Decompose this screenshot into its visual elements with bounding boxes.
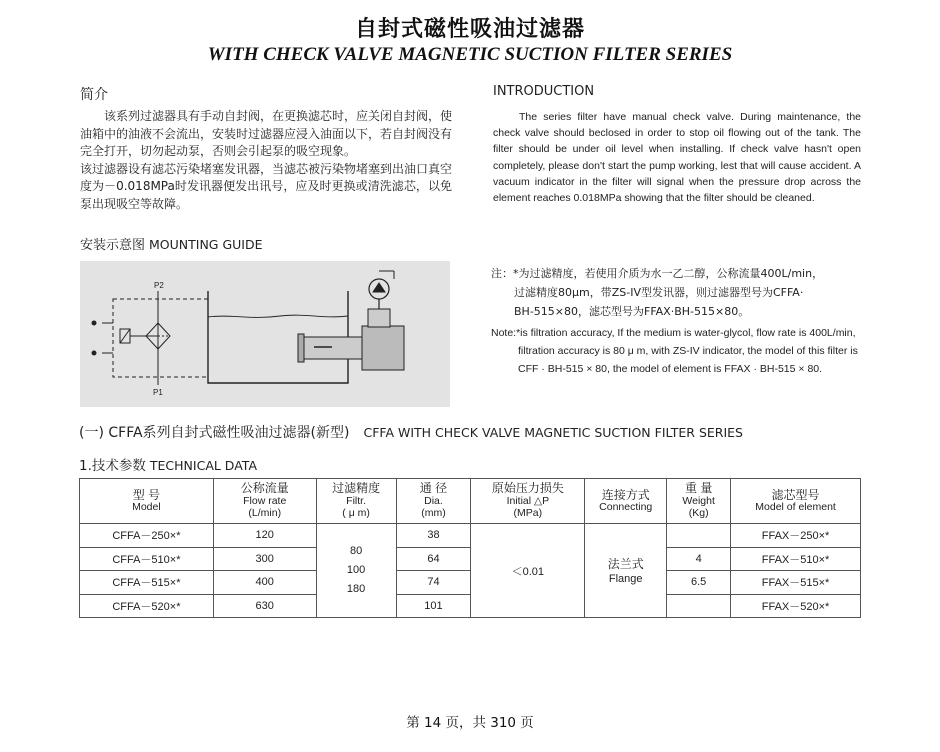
cell-diameter: 74	[396, 571, 471, 595]
intro-heading-cn: 简介	[80, 87, 108, 103]
header-filtration: 过滤精度 Filtr. ( μ m)	[316, 479, 396, 524]
page-subtitle: WITH CHECK VALVE MAGNETIC SUCTION FILTER SERIES	[207, 44, 733, 65]
cell-pressure-loss: ＜0.01	[471, 524, 585, 618]
cell-connecting: 法兰式 Flange	[585, 524, 667, 618]
mounting-heading-en: MOUNTING GUIDE	[149, 237, 263, 252]
cell-element: FFAX－510×*	[731, 547, 861, 571]
intro-heading-en: INTRODUCTION	[493, 84, 595, 99]
table-row	[80, 594, 861, 618]
note-line: 过滤精度80μm，带ZS-IV型发讯器，则过滤器型号为CFFA·	[514, 286, 804, 299]
cell-flow: 630	[213, 594, 316, 618]
cell-weight: 6.5	[667, 571, 731, 595]
header-pressure-loss: 原始压力损失 Initial △P (MPa)	[471, 479, 585, 524]
header-flow-rate: 公称流量 Flow rate (L/min)	[213, 479, 316, 524]
note-en	[491, 324, 871, 378]
note-line: filtration accuracy is 80 μ m, with ZS-IV indicator, the model of this filter is	[518, 345, 858, 357]
cell-model: CFFA－250×*	[80, 524, 214, 548]
intro-paragraph: 该系列过滤器具有手动自封阀，在更换滤芯时，应关闭自封阀，使油箱中的油液不会流出，安装时过滤器应浸入油面以下，若自封阀没有完全打开，切勿起动泵，否则会引起泵的吸空现象。	[80, 109, 453, 159]
cell-model: CFFA－515×*	[80, 571, 214, 595]
cell-element: FFAX－515×*	[731, 571, 861, 595]
mounting-heading-cn: 安装示意图	[80, 238, 146, 253]
cell-flow: 400	[213, 571, 316, 595]
cell-model: CFFA－510×*	[80, 547, 214, 571]
cell-weight: 4	[667, 547, 731, 571]
cell-element: FFAX－520×*	[731, 594, 861, 618]
header-diameter: 通 径 Dia. (mm)	[396, 479, 471, 524]
technical-data-heading	[79, 454, 257, 474]
hydraulic-symbol	[92, 291, 208, 385]
series-heading	[79, 422, 743, 442]
technical-data-heading-en: TECHNICAL DATA	[149, 458, 258, 473]
note-line: BH-515×80，滤芯型号为FFAX·BH-515×80。	[514, 305, 750, 318]
port-p1-label: P1	[153, 388, 163, 397]
mounting-diagram-svg	[80, 261, 450, 407]
cell-diameter: 38	[396, 524, 471, 548]
header-element-model: 滤芯型号 Model of element	[731, 479, 861, 524]
header-model: 型 号 Model	[80, 479, 214, 524]
page-title: 自封式磁性吸油过滤器	[354, 16, 585, 42]
intro-paragraph: 该过滤器设有滤芯污染堵塞发讯器，当滤芯被污染物堵塞到出油口真空度为－0.018MPa时发讯器便发出讯号，应及时更换或清洗滤芯，以免泵出现吸空等故障。	[80, 161, 453, 211]
note-line: 注：*为过滤精度，若使用介质为水一乙二醇，公称流量400L/min，	[491, 267, 824, 280]
cell-flow: 120	[213, 524, 316, 548]
table-row	[80, 571, 861, 595]
intro-text-en: The series filter have manual check valve. During maintenance, the check valve should beclosed in order to stop oil flowing out of the tank. The filter should be under oil level when installing. If check valve hasn't open completely, please don't start the pump working, lest that will cause accident. A vacuum indicator in the filter will signal when the pressure drop across the element reaches 0.018MPa showing that the filter should be cleaned.	[493, 111, 861, 205]
mounting-diagram	[80, 261, 450, 407]
table-row	[80, 524, 861, 548]
cell-diameter: 101	[396, 594, 471, 618]
header-weight: 重 量 Weight (Kg)	[667, 479, 731, 524]
table-header-row	[80, 479, 861, 524]
cell-filtration: 80 100 180	[316, 524, 396, 618]
mounting-heading	[80, 234, 263, 253]
series-heading-en: CFFA WITH CHECK VALVE MAGNETIC SUCTION FILTER SERIES	[363, 425, 743, 440]
cell-diameter: 64	[396, 547, 471, 571]
cell-weight	[667, 524, 731, 548]
filter-assembly	[298, 271, 404, 370]
cell-weight	[667, 594, 731, 618]
note-cn	[491, 264, 871, 321]
technical-data-table	[79, 478, 861, 618]
port-p2-label: P2	[154, 281, 164, 290]
cell-element: FFAX－250×*	[731, 524, 861, 548]
note-line: CFF · BH-515 × 80, the model of element is FFAX · BH-515 × 80.	[518, 363, 823, 375]
series-heading-cn: (一) CFFA系列自封式磁性吸油过滤器(新型)	[79, 425, 350, 441]
page-footer: 第 14 页，共 310 页	[406, 715, 534, 731]
cell-flow: 300	[213, 547, 316, 571]
note-line: Note:*is filtration accuracy, If the medium is water-glycol, flow rate is 400L/min,	[491, 327, 856, 339]
header-connecting: 连接方式 Connecting	[585, 479, 667, 524]
table-row	[80, 547, 861, 571]
cell-model: CFFA－520×*	[80, 594, 214, 618]
intro-text-cn	[80, 108, 452, 214]
technical-data-heading-cn: 1.技术参数	[79, 458, 146, 474]
